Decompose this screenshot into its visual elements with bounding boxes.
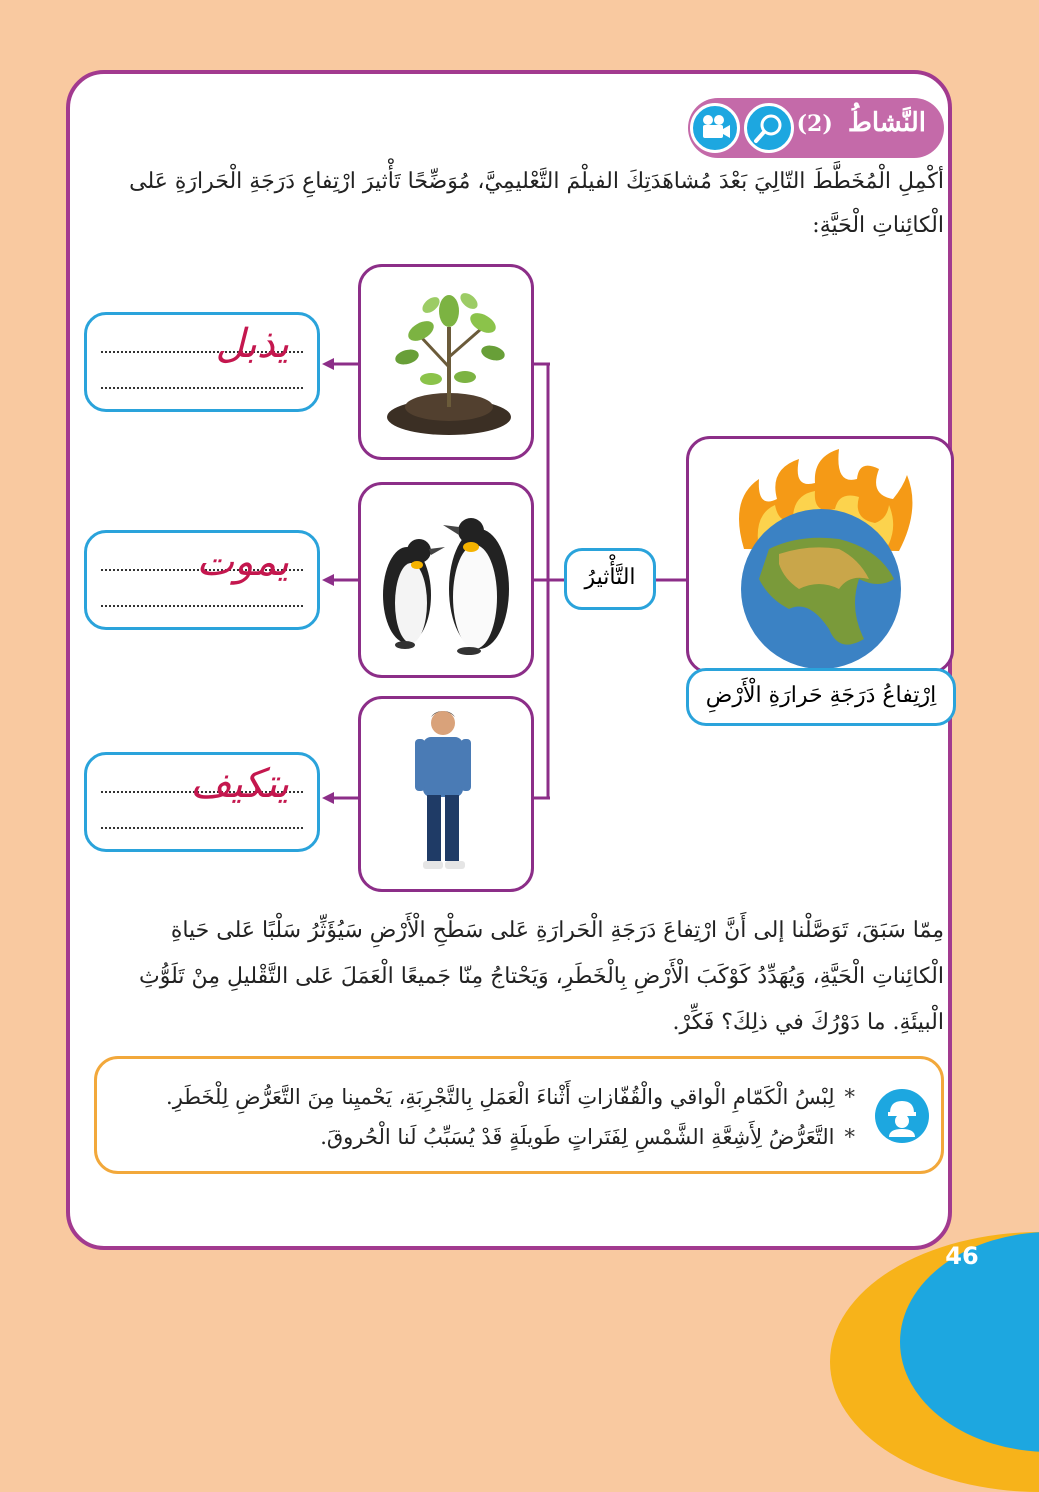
safety-item-text: التَّعَرُّضُ لِأَشِعَّةِ الشَّمْسِ لِفَتَراتٍ طَويلَةٍ قَدْ يُسَبِّبُ لَنا الْحُروقَ. — [320, 1125, 835, 1149]
activity-title-text: النَّشاطُ — [847, 108, 926, 138]
answer-line — [101, 605, 303, 607]
conclusion-paragraph: مِمّا سَبَقَ، تَوَصَّلْنا إلى أَنَّ ارْتِفاعَ دَرَجَةِ الْحَرارَةِ عَلى سَطْحِ الْأَرْضِ سَيُؤَثِّرُ سَلْبًا عَلى حَياةِ الْكائِناتِ الْحَيَّةِ، وَيُهَدِّدُ كَوْكَبَ الْأَرْضِ بِالْخَطَرِ، وَيَحْتاجُ مِنّا جَميعًا الْعَمَلَ عَلى التَّقْليلِ مِنْ تَلَوُّثِ الْبيئَةِ. ما دَوْرُكَ في ذلِكَ؟ فَكِّرْ. — [139, 918, 944, 1035]
burning-earth-icon — [689, 439, 951, 671]
activity-badge — [688, 98, 944, 158]
answer-box-human[interactable] — [84, 752, 320, 852]
magnifier-icon — [744, 103, 794, 153]
answer-box-plant[interactable] — [84, 312, 320, 412]
plant-icon — [361, 267, 531, 457]
page-number: 46 — [945, 1242, 979, 1270]
plant-image-box — [358, 264, 534, 460]
instruction-text: أكْمِلِ الْمُخَطَّطَ التّالِيَ بَعْدَ مُشاهَدَتِكَ الفيلْمَ التَّعْليمِيَّ، مُوَضِّحًا تَأْثيرَ ارْتِفاعِ دَرَجَةِ الْحَرارَةِ عَلى الْكائِناتِ الْحَيَّةِ: — [129, 169, 944, 238]
answer-handwriting: يموت — [196, 539, 289, 585]
bullet: * — [844, 1085, 855, 1109]
activity-number: (2) — [796, 111, 833, 137]
child-image-box — [358, 696, 534, 892]
answer-box-penguin[interactable] — [84, 530, 320, 630]
safety-worker-icon — [875, 1089, 929, 1143]
safety-box — [94, 1056, 944, 1174]
safety-item — [320, 1125, 855, 1149]
earth-image-box — [686, 436, 954, 674]
video-camera-icon — [690, 103, 740, 153]
safety-item-text: لِبْسُ الْكَمّامِ الْواقي والْقُفّازاتِ أَثْناءَ الْعَمَلِ بِالتَّجْرِبَةِ، يَحْميِنا مِنَ التَّعَرُّضِ لِلْخَطَرِ. — [166, 1085, 835, 1109]
earth-label: اِرْتِفاعُ دَرَجَةِ حَرارَةِ الْأَرْضِ — [686, 668, 956, 726]
answer-handwriting: يذبل — [215, 321, 289, 367]
effect-label: التَّأْثيرُ — [564, 548, 656, 610]
safety-item — [166, 1085, 855, 1109]
child-icon — [361, 699, 531, 889]
activity-title — [797, 108, 926, 138]
penguin-icon — [361, 485, 531, 675]
answer-line — [101, 387, 303, 389]
answer-line — [101, 827, 303, 829]
bullet: * — [844, 1125, 855, 1149]
answer-handwriting: يتكيف — [190, 761, 289, 807]
penguin-image-box — [358, 482, 534, 678]
